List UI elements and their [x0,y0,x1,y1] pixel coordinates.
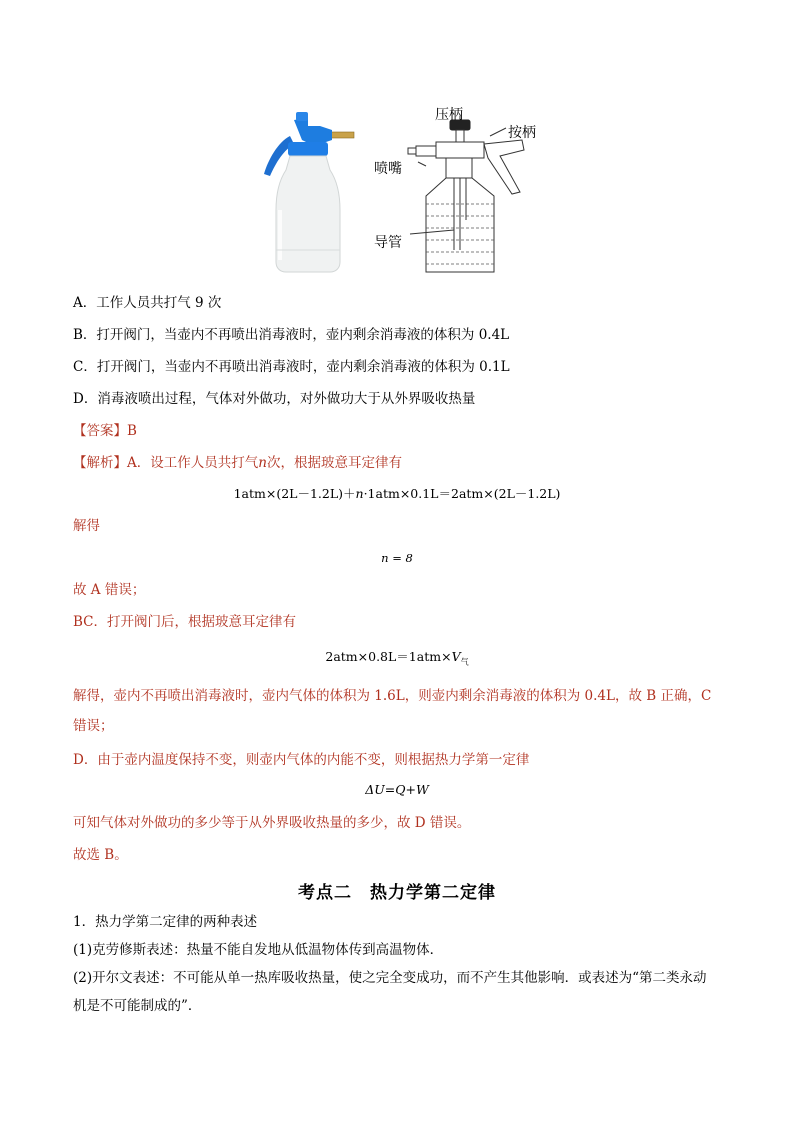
sprayer-illustration [250,100,550,280]
answer-line [73,421,137,441]
sprayer-schematic [408,116,524,272]
sprayer-figure [250,100,550,280]
label-tube: 导管 [374,235,402,251]
section-item-1-1: (1)克劳修斯表述：热量不能自发地从低温物体传到高温物体． [73,942,444,958]
eq3-part1: 2atm×0.8L＝1atm× [325,649,452,664]
equation-3 [0,647,794,673]
option-d: D．消毒液喷出过程，气体对外做功，对外做功大于从外界吸收热量 [73,391,476,407]
label-nozzle: 喷嘴 [374,161,402,177]
bc-result-line1: 解得，壶内不再喷出消毒液时，壶内气体的体积为 1.6L，则壶内剩余消毒液的体积为 0.4L，故 B 正确，C [73,688,712,704]
eq1-part2: ·1atm×0.1L＝2atm×(2L－1.2L) [363,486,561,501]
eq3-sub: 气 [460,657,469,667]
option-a: A．工作人员共打气 9 次 [73,295,222,311]
equation-4 [0,780,794,800]
solve-1: 解得 [73,518,100,534]
analysis-intro-b: 次，根据玻意耳定律有 [266,455,402,471]
label-press-handle: 压柄 [435,107,463,123]
final-choice: 故选 B。 [73,847,128,863]
eq1-part1: 1atm×(2L－1.2L)＋ [233,486,356,501]
option-b: B．打开阀门，当壶内不再喷出消毒液时，壶内剩余消毒液的体积为 0.4L [73,327,510,343]
answer-value: B [127,423,137,439]
section-title: 考点二 热力学第二定律 [298,883,496,903]
sprayer-photo [264,112,354,272]
analysis-label: 【解析】 [73,455,127,471]
section-item-1-2-line1: (2)开尔文表述：不可能从单一热库吸收热量，使之完全变成功，而不产生其他影响．或表述为“第二类永动 [73,970,707,986]
analysis-intro-a: A．设工作人员共打气 [127,455,259,471]
d-result: 可知气体对外做功的多少等于从外界吸收热量的多少，故 D 错误。 [73,815,471,831]
section-item-1: 1．热力学第二定律的两种表述 [73,914,258,930]
answer-label: 【答案】 [73,423,127,439]
d-intro: D．由于壶内温度保持不变，则壶内气体的内能不变，则根据热力学第一定律 [73,752,530,768]
eq2-text: n = 8 [381,551,413,565]
conclusion-a: 故 A 错误； [73,582,146,598]
eq1-var: n [355,486,364,501]
bc-intro: BC．打开阀门后，根据玻意耳定律有 [73,614,297,630]
eq4-text: ΔU=Q+W [365,782,429,797]
section-item-1-2-line2: 机是不可能制成的”． [73,998,202,1014]
option-c: C．打开阀门，当壶内不再喷出消毒液时，壶内剩余消毒液的体积为 0.1L [73,359,510,375]
equation-2 [0,548,794,568]
equation-1 [0,484,794,504]
eq3-var: V [451,649,461,664]
label-knob: 按柄 [508,125,536,141]
var-n: n [258,455,267,471]
analysis-intro [73,453,402,473]
bc-result-line2: 错误； [73,718,114,734]
